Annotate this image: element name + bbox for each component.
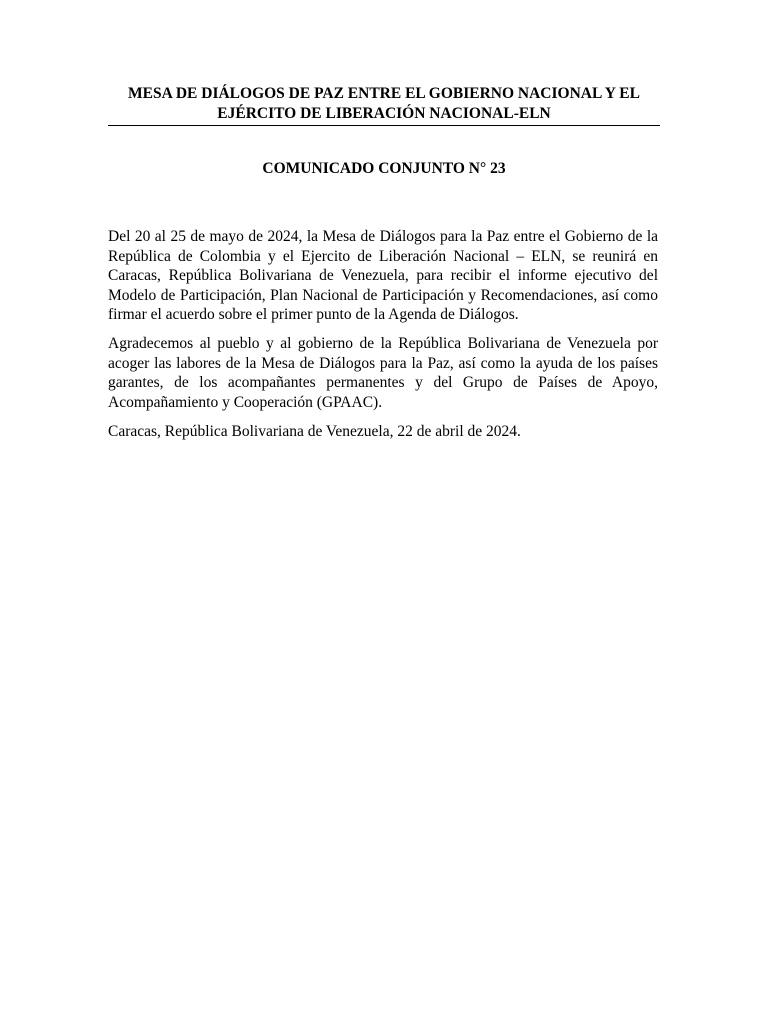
header-line-1: MESA DE DIÁLOGOS DE PAZ ENTRE EL GOBIERNO NACIONAL Y EL [128,85,640,102]
document-header [108,84,660,124]
header-divider [108,125,660,126]
header-line-2: EJÉRCITO DE LIBERACIÓN NACIONAL-ELN [217,105,551,122]
communique-body [108,227,658,451]
paragraph-acknowledgements: Agradecemos al pueblo y al gobierno de la República Bolivariana de Venezuela por acoger las labores de la Mesa de Diálogos para la Paz, así como la ayuda de los países garantes, de los acompañantes permanentes y del Grupo de Países de Apoyo, Acompañamiento y Cooperación (GPAAC). [108,335,658,411]
communique-title: COMUNICADO CONJUNTO N° 23 [262,160,506,177]
paragraph-place-date: Caracas, República Bolivariana de Venezuela, 22 de abril de 2024. [108,422,521,440]
paragraph-meeting-announcement: Del 20 al 25 de mayo de 2024, la Mesa de Diálogos para la Paz entre el Gobierno de la República de Colombia y el Ejercito de Liberación Nacional – ELN, se reunirá en Caracas, República Bolivariana de Venezuela, para recibir el informe ejecutivo del Modelo de Participación, Plan Nacional de Participación y Recomendaciones, así como firmar el acuerdo sobre el primer punto de la Agenda de Diálogos. [108,228,658,323]
